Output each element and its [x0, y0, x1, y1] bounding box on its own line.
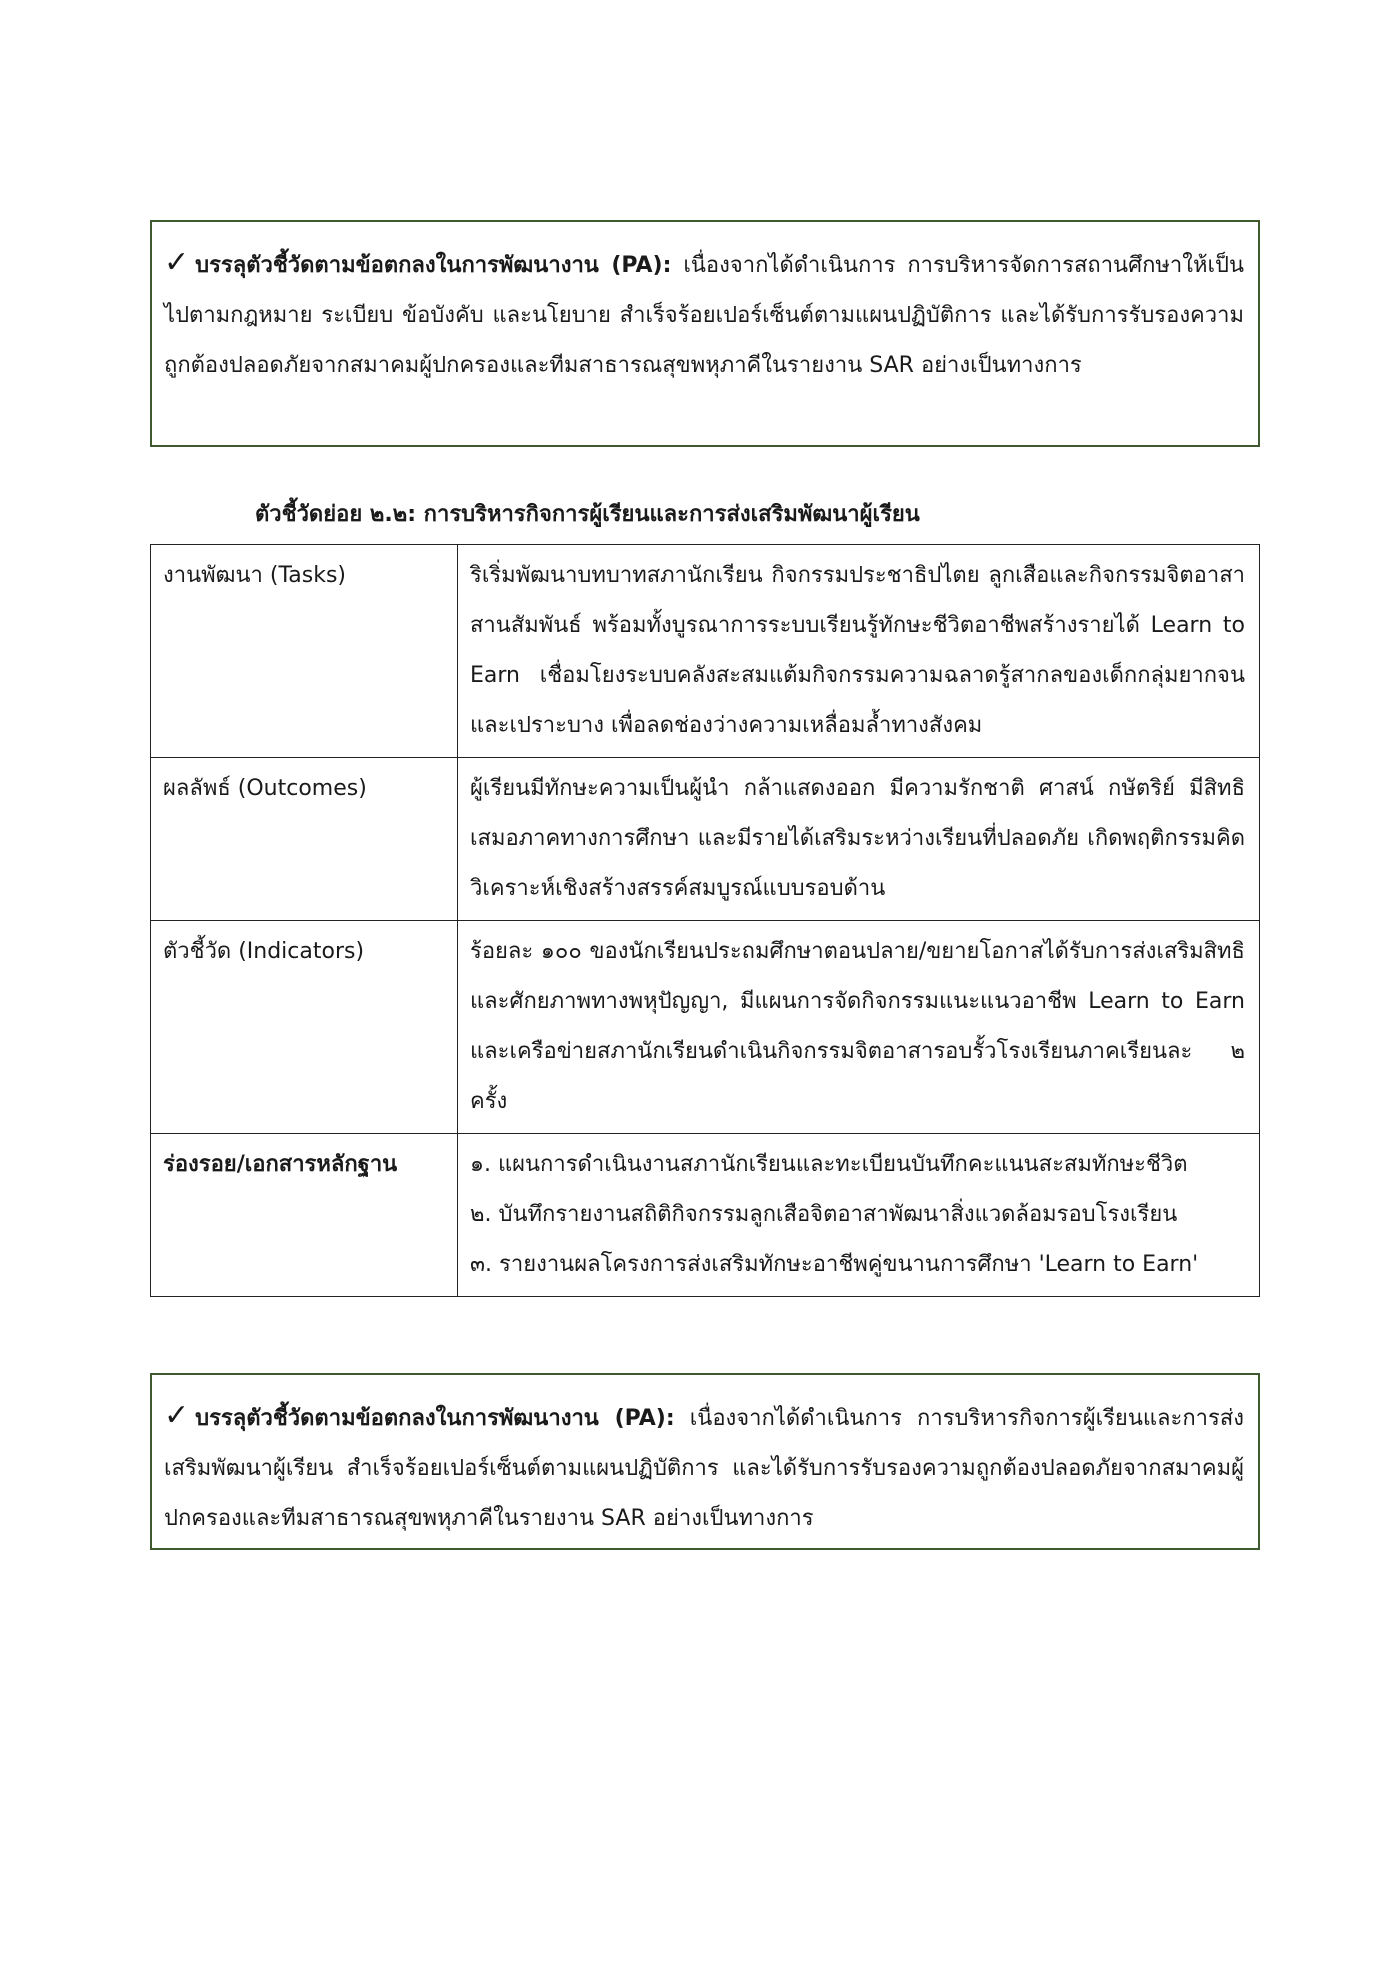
evidence-label: ร่องรอย/เอกสารหลักฐาน — [151, 1134, 458, 1297]
evidence-content — [458, 1134, 1260, 1297]
checkmark-icon: ✓ — [164, 1398, 190, 1433]
table-row-evidence — [151, 1134, 1260, 1297]
pa-text: เนื่องจากได้ดำเนินการ การบริหารจัดการสถานศึกษาให้เป็นไปตามกฎหมาย ระเบียบ ข้อบังคับ และนโยบาย สำเร็จร้อยเปอร์เซ็นต์ตามแผนปฏิบัติการ และได้รับการรับรองความถูกต้องปลอดภัยจากสมาคมผู้ปกครองและทีมสาธารณสุขพหุภาคีในรายงาน SAR อย่างเป็นทางการ — [164, 253, 1245, 378]
indicators-label: ตัวชี้วัด (Indicators) — [151, 921, 458, 1134]
evidence-item: ๒. บันทึกรายงานสถิติกิจกรรมลูกเสือจิตอาสาพัฒนาสิ่งแวดล้อมรอบโรงเรียน — [470, 1202, 1178, 1227]
outcomes-label: ผลลัพธ์ (Outcomes) — [151, 758, 458, 921]
tasks-content: ริเริ่มพัฒนาบทบาทสภานักเรียน กิจกรรมประชาธิปไตย ลูกเสือและกิจกรรมจิตอาสาสานสัมพันธ์ พร้อมทั้งบูรณาการระบบเรียนรู้ทักษะชีวิตอาชีพสร้างรายได้ Learn to Earn เชื่อมโยงระบบคลังสะสมแต้มกิจกรรมความฉลาดรู้สากลของเด็กกลุ่มยากจนและเปราะบาง เพื่อลดช่องว่างความเหลื่อมล้ำทางสังคม — [458, 545, 1260, 758]
checkmark-icon: ✓ — [164, 245, 190, 280]
pa-summary-box-top — [150, 220, 1260, 447]
evidence-item: ๑. แผนการดำเนินงานสภานักเรียนและทะเบียนบันทึกคะแนนสะสมทักษะชีวิต — [470, 1152, 1188, 1177]
table-row-indicators — [151, 921, 1260, 1134]
pa-text: เนื่องจากได้ดำเนินการ การบริหารกิจการผู้เรียนและการส่งเสริมพัฒนาผู้เรียน สำเร็จร้อยเปอร์เซ็นต์ตามแผนปฏิบัติการ และได้รับการรับรองความถูกต้องปลอดภัยจากสมาคมผู้ปกครองและทีมสาธารณสุขพหุภาคีในรายงาน SAR อย่างเป็นทางการ — [164, 1406, 1244, 1531]
table-row-outcomes — [151, 758, 1260, 921]
development-table — [150, 544, 1260, 1297]
pa-summary-box-bottom — [150, 1373, 1260, 1550]
table-row-tasks — [151, 545, 1260, 758]
indicators-content: ร้อยละ ๑๐๐ ของนักเรียนประถมศึกษาตอนปลาย/ขยายโอกาสได้รับการส่งเสริมสิทธิและศักยภาพทางพหุปัญญา, มีแผนการจัดกิจกรรมแนะแนวอาชีพ Learn to Earn และเครือข่ายสภานักเรียนดำเนินกิจกรรมจิตอาสารอบรั้วโรงเรียนภาคเรียนละ ๒ ครั้ง — [458, 921, 1260, 1134]
pa-label: บรรลุตัวชี้วัดตามข้อตกลงในการพัฒนางาน (PA): — [195, 1406, 675, 1431]
outcomes-content: ผู้เรียนมีทักษะความเป็นผู้นำ กล้าแสดงออก มีความรักชาติ ศาสน์ กษัตริย์ มีสิทธิเสมอภาคทางการศึกษา และมีรายได้เสริมระหว่างเรียนที่ปลอดภัย เกิดพฤติกรรมคิดวิเคราะห์เชิงสร้างสรรค์สมบูรณ์แบบรอบด้าน — [458, 758, 1260, 921]
evidence-item: ๓. รายงานผลโครงการส่งเสริมทักษะอาชีพคู่ขนานการศึกษา 'Learn to Earn' — [470, 1252, 1199, 1277]
pa-label: บรรลุตัวชี้วัดตามข้อตกลงในการพัฒนางาน (PA): — [195, 253, 672, 278]
sub-indicator-heading: ตัวชี้วัดย่อย ๒.๒: การบริหารกิจการผู้เรียนและการส่งเสริมพัฒนาผู้เรียน — [255, 502, 920, 527]
tasks-label: งานพัฒนา (Tasks) — [151, 545, 458, 758]
